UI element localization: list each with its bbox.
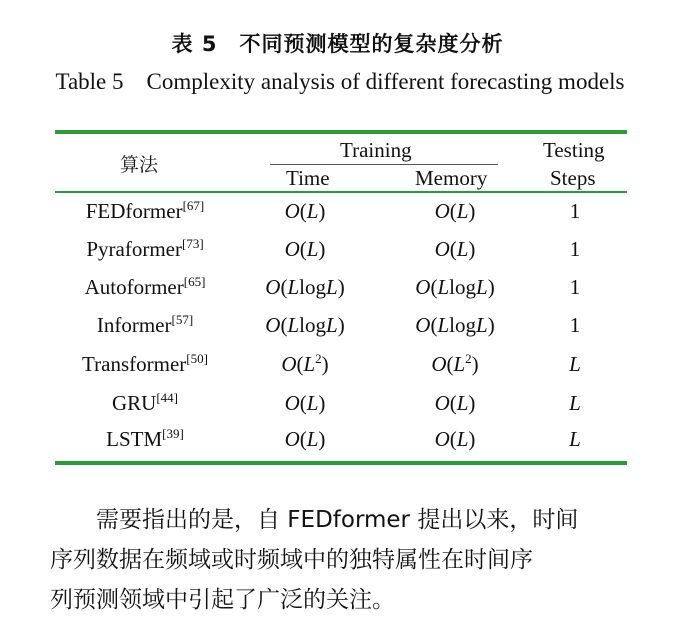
row-testing-steps: L xyxy=(569,427,581,451)
row-time-complexity: O(L) xyxy=(284,199,326,223)
row-time-complexity: O(LlogL) xyxy=(265,313,345,337)
row-testing-steps: 1 xyxy=(569,237,581,261)
row-reference: [65] xyxy=(183,274,206,289)
paragraph-line-1: 需要指出的是，自 FEDformer 提出以来，时间 xyxy=(96,507,579,533)
paragraph-line-2: 序列数据在频域或时频域中的独特属性在时间序 xyxy=(50,547,533,573)
header-time: Time xyxy=(286,166,330,190)
row-time-complexity: O(LlogL) xyxy=(265,275,345,299)
row-model-name: FEDformer[67] xyxy=(85,198,205,223)
row-time-complexity: O(L) xyxy=(284,391,326,415)
row-reference: [67] xyxy=(182,198,205,213)
row-testing-steps: 1 xyxy=(569,313,581,337)
row-time-complexity: O(L) xyxy=(284,237,326,261)
table-bottom-rule xyxy=(55,461,627,465)
header-algorithm: 算法 xyxy=(120,154,159,176)
row-memory-complexity: O(LlogL) xyxy=(415,313,495,337)
row-memory-complexity: $O(L^2)$ xyxy=(431,351,479,376)
row-memory-complexity: O(L) xyxy=(434,199,476,223)
row-model-name: GRU[44] xyxy=(111,390,178,415)
row-testing-steps: 1 xyxy=(569,275,581,299)
row-model-name: Transformer[50] xyxy=(82,351,208,376)
row-reference: [73] xyxy=(181,236,204,251)
row-model-name: Informer[57] xyxy=(96,312,194,337)
row-memory-complexity: O(L) xyxy=(434,391,476,415)
row-reference: [57] xyxy=(171,312,194,327)
row-testing-steps: L xyxy=(569,391,581,415)
row-time-complexity: $O(L^2)$ xyxy=(281,351,329,376)
paragraph-line-3: 列预测领域中引起了广泛的关注。 xyxy=(50,587,395,613)
row-memory-complexity: O(LlogL) xyxy=(415,275,495,299)
header-memory: Memory xyxy=(415,166,488,190)
header-steps: Steps xyxy=(550,166,596,190)
table-header-rule xyxy=(55,191,627,193)
table-caption-english: Table 5 Complexity analysis of different forecasting models xyxy=(55,69,625,94)
row-testing-steps: 1 xyxy=(569,199,581,223)
row-model-name: Pyraformer[73] xyxy=(86,236,204,261)
row-time-complexity: O(L) xyxy=(284,427,326,451)
table-caption-chinese: 表 5 不同预测模型的复杂度分析 xyxy=(171,32,504,56)
row-memory-complexity: O(L) xyxy=(434,237,476,261)
table-top-rule xyxy=(55,130,627,134)
row-memory-complexity: O(L) xyxy=(434,427,476,451)
header-testing: Testing xyxy=(543,138,605,162)
row-model-name: LSTM[39] xyxy=(106,426,184,451)
row-reference: [44] xyxy=(156,390,178,405)
row-reference: [50] xyxy=(186,351,208,366)
row-reference: [39] xyxy=(162,426,184,441)
header-training: Training xyxy=(340,138,412,162)
header-training-underline xyxy=(270,164,498,165)
row-model-name: Autoformer[65] xyxy=(84,274,206,299)
row-testing-steps: L xyxy=(569,352,581,376)
